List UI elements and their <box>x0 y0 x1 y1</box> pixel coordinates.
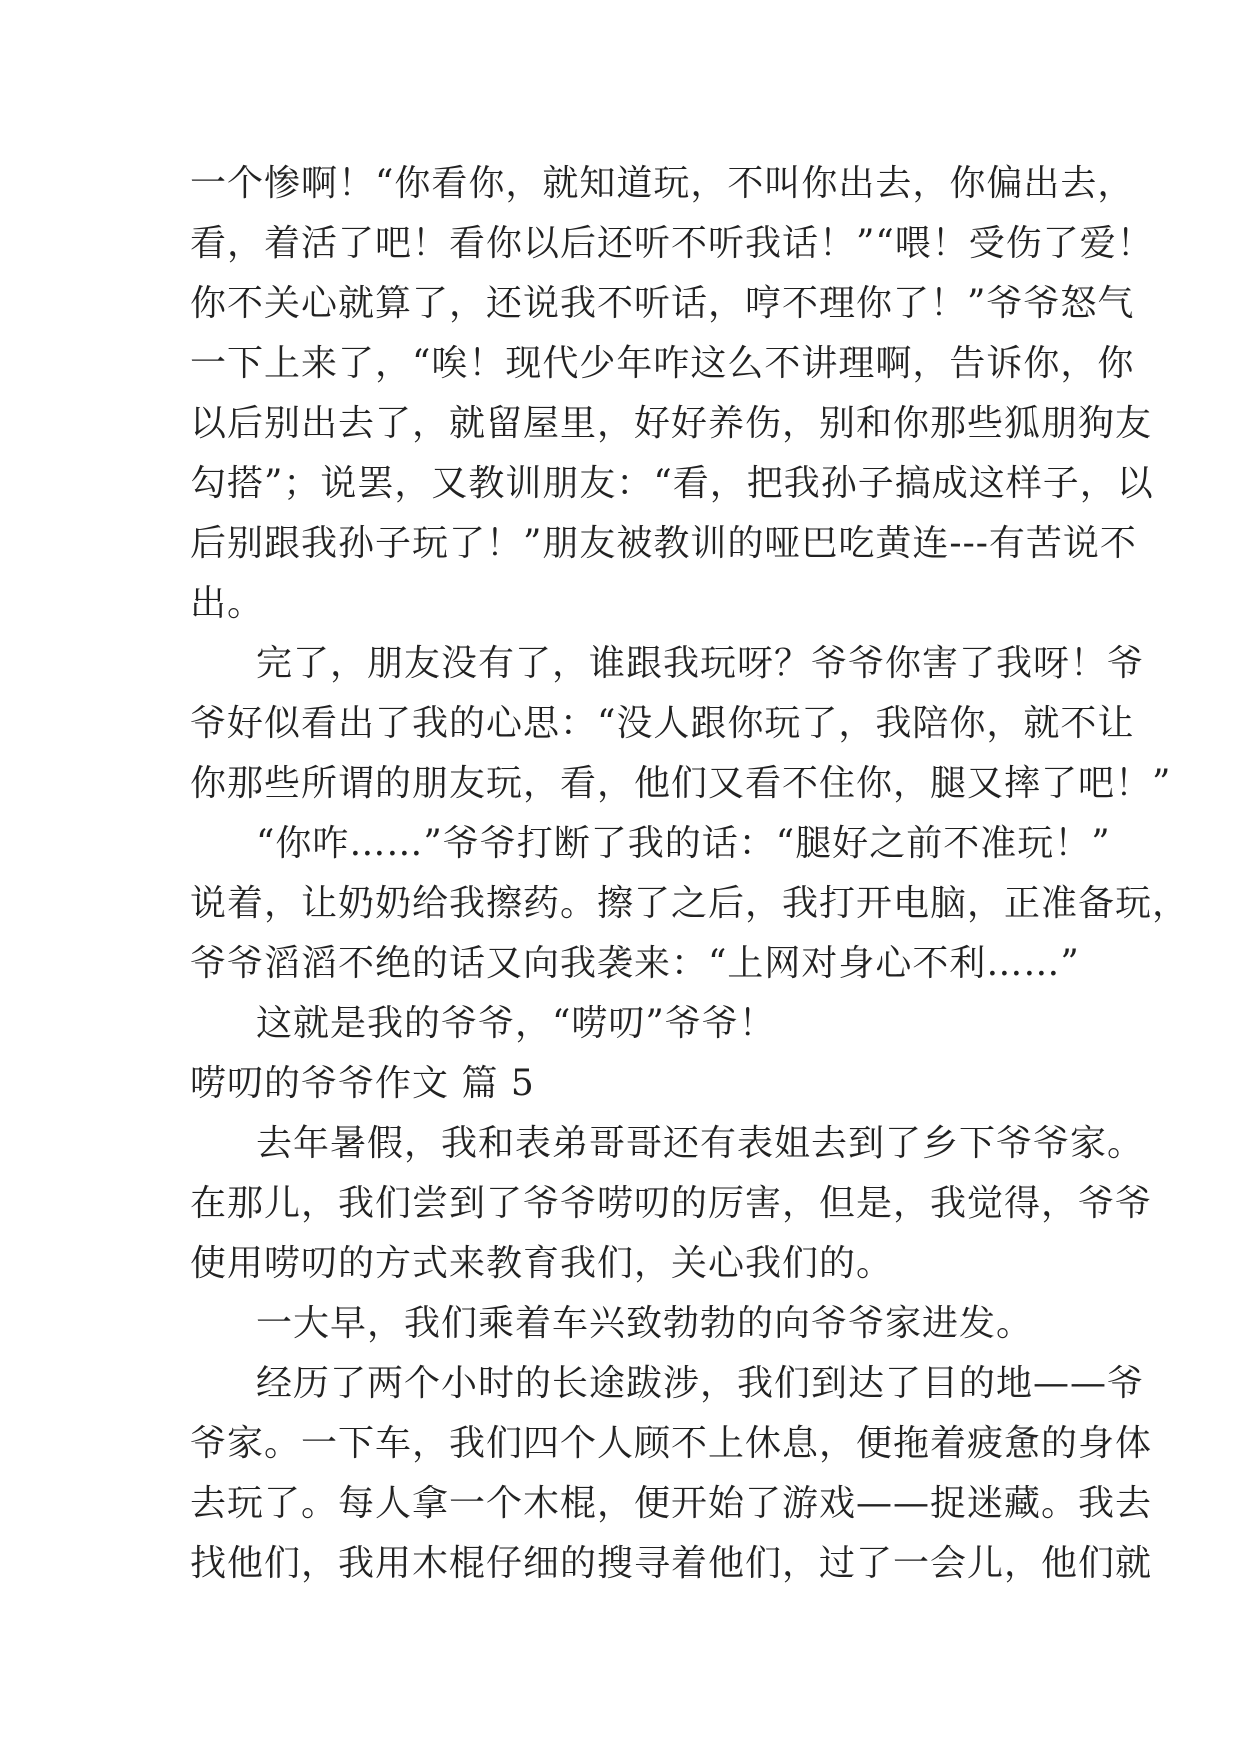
text-line: 爷家。一下车，我们四个人顾不上休息，便拖着疲惫的身体 <box>190 1423 1153 1464</box>
paragraph-first-line: 经历了两个小时的长途跋涉，我们到达了目的地——爷 <box>256 1363 1145 1404</box>
text-line: 使用唠叨的方式来教育我们，关心我们的。 <box>190 1243 894 1284</box>
text-line: 一个惨啊！“你看你，就知道玩，不叫你出去，你偏出去， <box>190 163 1135 204</box>
text-line: 以后别出去了，就留屋里，好好养伤，别和你那些狐朋狗友 <box>190 403 1153 444</box>
paragraph-first-line: 这就是我的爷爷，“唠叨”爷爷！ <box>256 1003 776 1044</box>
text-line: 爷爷滔滔不绝的话又向我袭来：“上网对身心不利……” <box>190 943 1080 984</box>
text-line: 看，着活了吧！看你以后还听不听我话！”“喂！受伤了爱！ <box>190 223 1154 264</box>
text-line: 你那些所谓的朋友玩，看，他们又看不住你，腿又摔了吧！” <box>190 763 1172 804</box>
text-line: 说着，让奶奶给我擦药。擦了之后，我打开电脑，正准备玩， <box>190 883 1190 924</box>
paragraph-first-line: 去年暑假，我和表弟哥哥还有表姐去到了乡下爷爷家。 <box>256 1123 1145 1164</box>
text-line: 爷好似看出了我的心思：“没人跟你玩了，我陪你，就不让 <box>190 703 1135 744</box>
paragraph-first-line: “你咋……”爷爷打断了我的话：“腿好之前不准玩！” <box>256 823 1111 864</box>
section-heading: 唠叨的爷爷作文 篇 5 <box>190 1063 535 1104</box>
text-line: 你不关心就算了，还说我不听话，哼不理你了！”爷爷怒气 <box>190 283 1135 324</box>
text-line: 一下上来了，“唉！现代少年咋这么不讲理啊，告诉你，你 <box>190 343 1135 384</box>
text-line: 在那儿，我们尝到了爷爷唠叨的厉害，但是，我觉得，爷爷 <box>190 1183 1153 1224</box>
paragraph-first-line: 一大早，我们乘着车兴致勃勃的向爷爷家进发。 <box>256 1303 1034 1344</box>
text-line: 找他们，我用木棍仔细的搜寻着他们，过了一会儿，他们就 <box>190 1543 1153 1584</box>
text-line: 出。 <box>190 583 265 624</box>
paragraph-first-line: 完了，朋友没有了，谁跟我玩呀？爷爷你害了我呀！爷 <box>256 643 1145 684</box>
text-line: 后别跟我孙子玩了！”朋友被教训的哑巴吃黄连---有苦说不 <box>190 523 1137 564</box>
text-line: 去玩了。每人拿一个木棍，便开始了游戏——捉迷藏。我去 <box>190 1483 1153 1524</box>
text-line: 勾搭”；说罢，又教训朋友：“看，把我孙子搞成这样子，以 <box>190 463 1154 504</box>
